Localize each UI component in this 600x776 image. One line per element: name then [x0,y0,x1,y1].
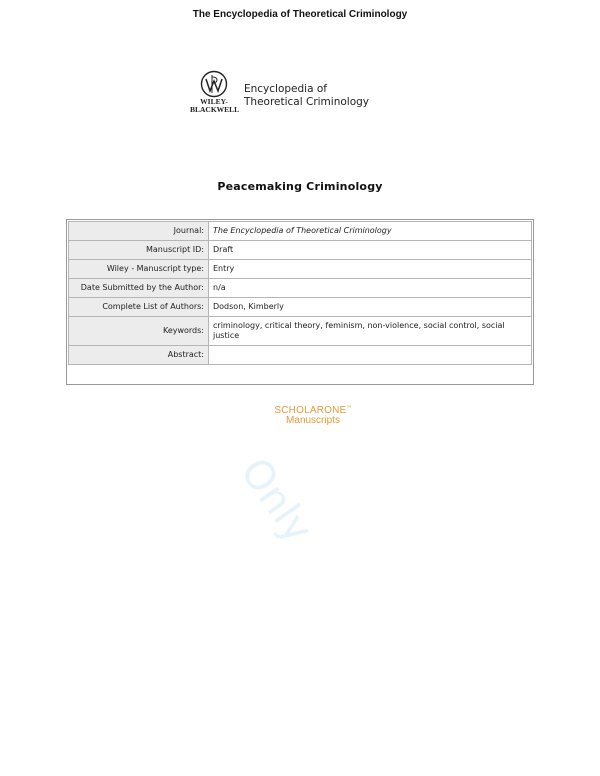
table-row-manuscript-id [69,241,532,260]
manuscript-id-label: Manuscript ID: [69,241,209,260]
keywords-value: criminology, critical theory, feminism, non-violence, social control, social justice [209,317,532,346]
manuscript-type-value: Entry [209,260,532,279]
scholarone-brand-text: SCHOLARONE [274,405,347,416]
table-row-abstract [69,346,532,365]
page-header: The Encyclopedia of Theoretical Criminology [192,9,408,20]
publisher-logo-block [190,70,390,120]
abstract-label: Abstract: [69,346,209,365]
date-submitted-value: n/a [209,279,532,298]
abstract-value [209,346,532,365]
table-row-journal [69,222,532,241]
manuscript-metadata-table [68,221,532,365]
authors-label: Complete List of Authors: [69,298,209,317]
manuscript-metadata-panel [66,219,534,385]
authors-value: Dodson, Kimberly [209,298,532,317]
wiley-blackwell-logo-icon [190,70,238,118]
keywords-label: Keywords: [69,317,209,346]
publisher-name-line1: WILEY- [200,97,228,106]
publisher-name [190,98,238,114]
manuscript-type-label: Wiley - Manuscript type: [69,260,209,279]
table-row-authors [69,298,532,317]
table-row-date-submitted [69,279,532,298]
encyclopedia-title [244,83,394,109]
manuscript-id-value: Draft [209,241,532,260]
journal-label: Journal: [69,222,209,241]
encyclopedia-title-line2: Theoretical Criminology [244,96,370,108]
encyclopedia-title-line1: Encyclopedia of [244,83,327,95]
scholarone-trademark: ™ [346,405,352,411]
review-watermark: Only [231,449,322,552]
document-title: Peacemaking Criminology [217,180,383,193]
date-submitted-label: Date Submitted by the Author: [69,279,209,298]
scholarone-product: Manuscripts [286,415,340,426]
table-row-keywords [69,317,532,346]
scholarone-logo [268,405,358,426]
publisher-name-line2: BLACKWELL [190,105,240,114]
journal-value: The Encyclopedia of Theoretical Criminology [209,222,532,241]
table-row-manuscript-type [69,260,532,279]
